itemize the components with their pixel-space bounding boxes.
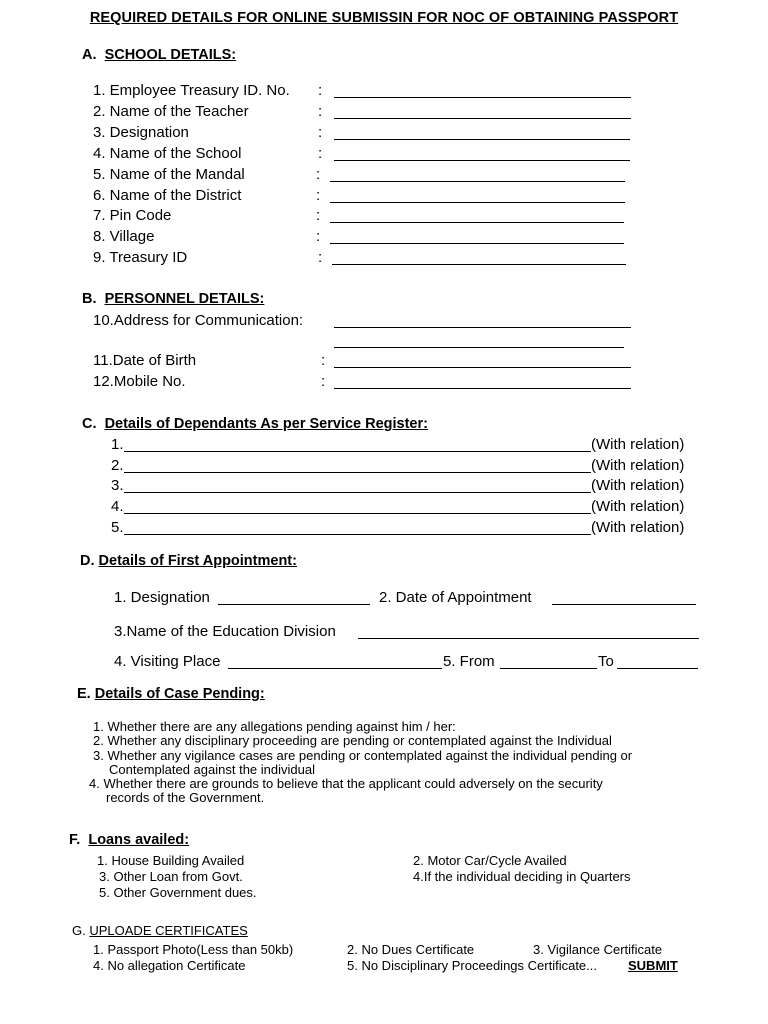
section-f-heading: F. Loans availed: [69, 832, 190, 848]
field-label-village: 8. Village [93, 228, 155, 245]
dependant-2-field[interactable] [124, 472, 591, 473]
dependant-5-field[interactable] [124, 534, 591, 535]
submit-button[interactable]: SUBMIT [628, 958, 678, 973]
case-pending-question-4-continued: records of the Government. [106, 790, 265, 805]
date-of-birth-field[interactable] [334, 367, 631, 368]
employee-treasury-id-field[interactable] [334, 97, 631, 98]
section-a-heading: A. SCHOOL DETAILS: [82, 47, 237, 63]
field-label-to: To [598, 653, 614, 670]
section-d-heading: D. Details of First Appointment: [80, 553, 297, 569]
mobile-no-field[interactable] [334, 388, 631, 389]
colon: : [316, 228, 321, 245]
certificate-no-allegation[interactable]: 4. No allegation Certificate [93, 958, 246, 973]
section-e-heading: E. Details of Case Pending: [77, 686, 265, 702]
field-label-mobile-no: 12.Mobile No. [93, 373, 186, 390]
field-label-pin-code: 7. Pin Code [93, 207, 172, 224]
village-field[interactable] [330, 243, 624, 244]
field-label-designation: 3. Designation [93, 124, 189, 141]
field-label-date-of-birth: 11.Date of Birth [93, 352, 197, 369]
case-pending-question-2: 2. Whether any disciplinary proceeding are pending or contemplated against the Individual [93, 733, 612, 748]
loan-item-other-loan: 3. Other Loan from Govt. [99, 869, 243, 884]
certificate-passport-photo[interactable]: 1. Passport Photo(Less than 50kb) [93, 942, 294, 957]
designation-field[interactable] [334, 139, 630, 140]
dependant-number: 5. [111, 519, 124, 536]
certificate-no-dues[interactable]: 2. No Dues Certificate [347, 942, 475, 957]
case-pending-question-3-continued: Contemplated against the individual [109, 762, 315, 777]
field-label-district-name: 6. Name of the District [93, 187, 242, 204]
from-field[interactable] [500, 668, 597, 669]
field-label-employee-treasury-id: 1. Employee Treasury ID. No. [93, 82, 290, 99]
colon: : [318, 124, 323, 141]
field-label-education-division: 3.Name of the Education Division [114, 623, 336, 640]
field-label-date-of-appointment: 2. Date of Appointment [379, 589, 532, 606]
treasury-id-field[interactable] [332, 264, 626, 265]
colon: : [316, 207, 321, 224]
education-division-field[interactable] [358, 638, 699, 639]
field-label-treasury-id: 9. Treasury ID [93, 249, 188, 266]
certificate-no-disciplinary-proceedings[interactable]: 5. No Disciplinary Proceedings Certificate... [347, 958, 597, 973]
with-relation-label: (With relation) [591, 498, 685, 515]
case-pending-question-3: 3. Whether any vigilance cases are pending or contemplated against the individual pending or [93, 748, 633, 763]
loan-item-quarters: 4.If the individual deciding in Quarters [413, 869, 631, 884]
district-name-field[interactable] [330, 202, 625, 203]
with-relation-label: (With relation) [591, 436, 685, 453]
address-field-line-2[interactable] [334, 347, 624, 348]
section-b-heading: B. PERSONNEL DETAILS: [82, 291, 265, 307]
dependant-number: 1. [111, 436, 124, 453]
field-label-school-name: 4. Name of the School [93, 145, 242, 162]
field-label-mandal-name: 5. Name of the Mandal [93, 166, 245, 183]
loan-item-government-dues: 5. Other Government dues. [99, 885, 257, 900]
colon: : [316, 187, 321, 204]
field-label-visiting-place: 4. Visiting Place [114, 653, 221, 670]
field-label-first-designation: 1. Designation [114, 589, 210, 606]
dependant-3-field[interactable] [124, 492, 591, 493]
colon: : [318, 82, 323, 99]
field-label-from: 5. From [443, 653, 495, 670]
section-g-heading: G. UPLOADE CERTIFICATES [72, 923, 248, 938]
colon: : [316, 166, 321, 183]
field-label-address: 10.Address for Communication: [93, 312, 304, 329]
teacher-name-field[interactable] [334, 118, 631, 119]
case-pending-question-4: 4. Whether there are grounds to believe that the applicant could adversely on the security [89, 776, 603, 791]
mandal-name-field[interactable] [330, 181, 625, 182]
colon: : [318, 103, 323, 120]
with-relation-label: (With relation) [591, 477, 685, 494]
date-of-appointment-field[interactable] [552, 604, 696, 605]
dependant-1-field[interactable] [124, 451, 591, 452]
page-title: REQUIRED DETAILS FOR ONLINE SUBMISSIN FOR NOC OF OBTAINING PASSPORT [89, 10, 679, 26]
colon: : [318, 249, 323, 266]
dependant-number: 4. [111, 498, 124, 515]
dependant-number: 3. [111, 477, 124, 494]
section-c-heading: C. Details of Dependants As per Service Register: [82, 416, 428, 432]
field-label-teacher-name: 2. Name of the Teacher [93, 103, 249, 120]
dependant-number: 2. [111, 457, 124, 474]
visiting-place-field[interactable] [228, 668, 442, 669]
colon: : [321, 352, 326, 369]
pin-code-field[interactable] [330, 222, 624, 223]
colon: : [321, 373, 326, 390]
to-field[interactable] [617, 668, 698, 669]
with-relation-label: (With relation) [591, 457, 685, 474]
loan-item-house-building: 1. House Building Availed [97, 853, 245, 868]
with-relation-label: (With relation) [591, 519, 685, 536]
case-pending-question-1: 1. Whether there are any allegations pending against him / her: [93, 719, 456, 734]
certificate-vigilance[interactable]: 3. Vigilance Certificate [533, 942, 663, 957]
first-designation-field[interactable] [218, 604, 370, 605]
school-name-field[interactable] [334, 160, 630, 161]
address-field-line-1[interactable] [334, 327, 631, 328]
loan-item-motor-car: 2. Motor Car/Cycle Availed [413, 853, 567, 868]
colon: : [318, 145, 323, 162]
dependant-4-field[interactable] [124, 513, 591, 514]
